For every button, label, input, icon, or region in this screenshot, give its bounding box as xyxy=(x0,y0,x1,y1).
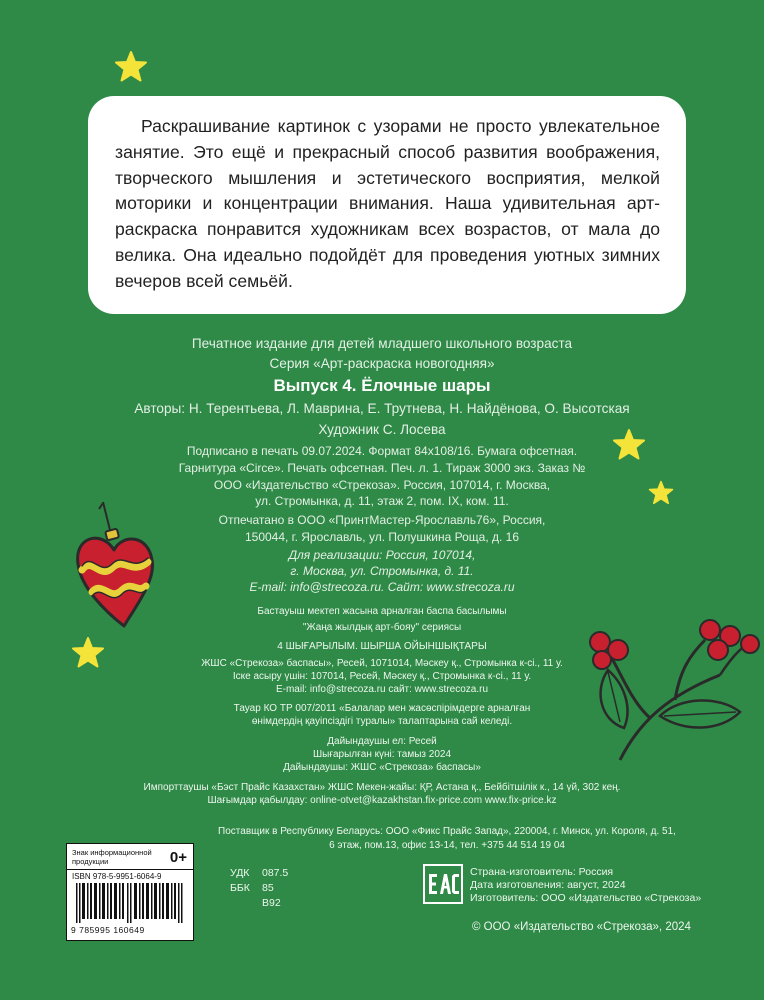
kz-line-5: Іске асыру үшін: 107014, Ресей, Мәскеу қ., Стромынка к-сі., 11 у. xyxy=(232,671,532,682)
by-line-2: 6 этаж, пом.13, офис 13-14, тел. +375 44 514 19 04 xyxy=(329,840,565,851)
kz-line-2: "Жаңа жылдық арт-бояу" сериясы xyxy=(302,622,462,633)
artist-line: Художник С. Лосева xyxy=(318,422,446,437)
kz-line-11: Дайындаушы: ЖШС «Стрекоза» баспасы» xyxy=(283,762,481,773)
series-line: Серия «Арт-раскраска новогодняя» xyxy=(269,356,495,371)
kz-line-10: Шығарылған күні: тамыз 2024 xyxy=(312,749,452,760)
sale-line-3: E-mail: info@strecoza.ru. Сайт: www.strecoza.ru xyxy=(249,580,515,594)
issue-title: Выпуск 4. Ёлочные шары xyxy=(273,376,491,395)
sale-line-1: Для реализации: Россия, 107014, xyxy=(288,548,476,562)
kz-line-7: Тауар КО ТР 007/2011 «Балалар мен жасөспірімдерге арналған xyxy=(233,703,531,714)
country-line: Страна-изготовитель: Россия xyxy=(470,866,614,878)
publisher-line-2: ул. Стромынка, д. 11, этаж 2, пом. IX, ком. 11. xyxy=(255,494,509,508)
kz-line-9: Дайындаушы ел: Ресей xyxy=(327,736,437,747)
printed-line-1: Отпечатано в ООО «ПринтМастер-Ярославль76», Россия, xyxy=(218,513,546,527)
barcode-box xyxy=(66,869,194,941)
by-line-1: Поставщик в Республику Беларусь: ООО «Фикс Прайс Запад», 220004, г. Минск, ул. Короля, д. 51, xyxy=(218,826,676,837)
kz-line-8: өнімдердің қауіпсіздігі туралы» талаптарына сай келеді. xyxy=(251,716,513,727)
intro-text: Раскрашивание картинок с узорами не просто увлекательное занятие. Это ещё и прекрасный способ развития воображения, творческого мышления и эстетического восприятия, мелкой моторики и концентрации внимания. Наша удивительная арт-раскраска понравится художникам всех возрастов, от мала до велика. Она идеально подойдёт для проведения уютных зимних вечеров всей семьёй. xyxy=(115,116,660,291)
udk-value: 087.5 xyxy=(262,867,289,879)
star-icon xyxy=(114,50,148,84)
bbk-value: 85 xyxy=(262,882,274,894)
isbn-text: ISBN 978-5-9951-6064-9 xyxy=(72,872,162,881)
sale-line-2: г. Москва, ул. Стромынка, д. 11. xyxy=(290,564,474,578)
barcode-icon xyxy=(76,883,184,923)
date-line: Дата изготовления: август, 2024 xyxy=(470,879,626,891)
manufacturer-line: Изготовитель: ООО «Издательство «Стрекоза» xyxy=(470,892,702,904)
print-info-1: Подписано в печать 09.07.2024. Формат 84x108/16. Бумага офсетная. xyxy=(186,444,578,458)
author-code: В92 xyxy=(262,897,281,909)
classification-block xyxy=(230,866,288,911)
print-info-2: Гарнитура «Circe». Печать офсетная. Печ. л. 1. Тираж 3000 экз. Заказ № xyxy=(178,461,586,475)
kz-line-3: 4 ШЫҒАРЫЛЫМ. ШЫРША ОЙЫНШЫҚТАРЫ xyxy=(277,641,487,652)
printed-line-2: 150044, г. Ярославль, ул. Полушкина Роща, д. 16 xyxy=(244,530,520,544)
authors-line: Авторы: Н. Терентьева, Л. Маврина, Е. Трутнева, Н. Найдёнова, О. Высотская xyxy=(134,401,630,416)
age-rating: 0+ xyxy=(169,849,187,866)
manufacturer-info xyxy=(470,866,701,905)
copyright: © ООО «Издательство «Стрекоза», 2024 xyxy=(472,921,691,933)
kz-line-1: Бастауыш мектеп жасына арналған баспа басылымы xyxy=(257,606,507,617)
kz-line-6: E-mail: info@strecoza.ru сайт: www.strecoza.ru xyxy=(275,684,489,695)
kz-line-13: Шағымдар қабылдау: online-otvet@kazakhstan.fix-price.com www.fix-price.kz xyxy=(207,795,557,806)
kz-line-4: ЖШС «Стрекоза» баспасы», Ресей, 1071014, Мәскеу қ., Стромынка к-сі., 11 у. xyxy=(201,658,563,669)
eac-mark-icon xyxy=(423,864,463,904)
kz-line-12: Импорттаушы «Бэст Прайс Казахстан» ЖШС Мекен-жайы: ҚР, Астана қ., Бейбітшілік к., 14 үй, 302 кең. xyxy=(143,782,621,793)
bbk-label: ББК xyxy=(230,882,250,894)
barcode-number: 9 785995 160649 xyxy=(71,925,145,935)
udk-label: УДК xyxy=(230,867,250,879)
publisher-line-1: ООО «Издательство «Стрекоза». Россия, 107014, г. Москва, xyxy=(213,478,551,492)
audience-line: Печатное издание для детей младшего школьного возраста xyxy=(191,336,573,351)
info-sign-text: Знак информационной продукции xyxy=(72,848,152,866)
